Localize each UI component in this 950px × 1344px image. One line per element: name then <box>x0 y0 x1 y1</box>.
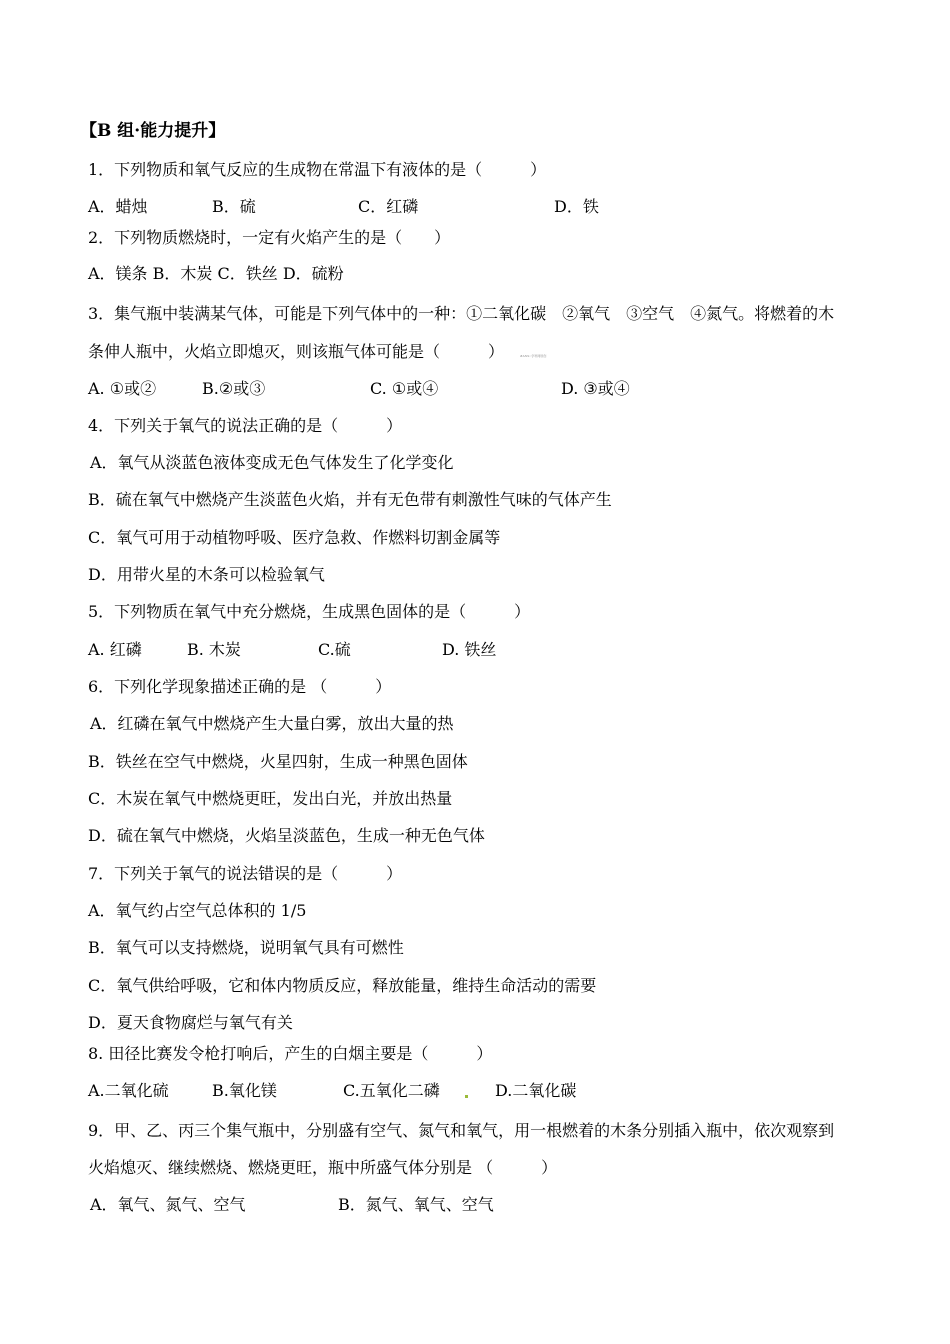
question-2-stem: 2．下列物质燃烧时，一定有火焰产生的是（ ） <box>88 228 451 247</box>
question-4-option-c: C．氧气可用于动植物呼吸、医疗急救、作燃料切割金属等 <box>88 528 501 547</box>
question-3-option-c: C. ①或④ <box>370 379 439 398</box>
question-3-stem-line-1: 3．集气瓶中装满某气体，可能是下列气体中的一种：①二氧化碳 ②氧气 ③空气 ④氮气。将燃着的木 <box>88 304 835 323</box>
watermark-text: #ANS::学科网原创 <box>520 354 547 358</box>
question-5-option-a: A. 红磷 <box>88 640 142 659</box>
question-3-option-d: D. ③或④ <box>561 379 630 398</box>
question-5-option-b: B. 木炭 <box>187 640 241 659</box>
question-3-option-a: A. ①或② <box>88 379 157 398</box>
question-7-option-c: C．氧气供给呼吸，它和体内物质反应，释放能量，维持生命活动的需要 <box>88 976 597 995</box>
question-5-option-d: D. 铁丝 <box>442 640 497 659</box>
question-4-option-a: A．氧气从淡蓝色液体变成无色气体发生了化学变化 <box>90 453 454 472</box>
question-6-option-b: B．铁丝在空气中燃烧，火星四射，生成一种黑色固体 <box>88 752 468 771</box>
decorative-dot <box>465 1095 468 1098</box>
question-6-option-c: C．木炭在氧气中燃烧更旺，发出白光，并放出热量 <box>88 789 453 808</box>
question-5-stem: 5．下列物质在氧气中充分燃烧，生成黑色固体的是（ ） <box>88 602 531 621</box>
question-1-option-a: A．蜡烛 <box>88 197 148 216</box>
question-3-stem-line-2: 条伸人瓶中，火焰立即熄灭，则该瓶气体可能是（ ） <box>88 342 505 361</box>
question-3-option-b: B.②或③ <box>202 379 266 398</box>
question-8-option-a: A.二氧化硫 <box>88 1081 169 1100</box>
question-7-option-a: A．氧气约占空气总体积的 1/5 <box>88 901 307 920</box>
question-7-stem: 7．下列关于氧气的说法错误的是（ ） <box>88 864 403 883</box>
question-9-stem-line-1: 9．甲、乙、丙三个集气瓶中，分别盛有空气、氮气和氧气，用一根燃着的木条分别插入瓶中，依次观察到 <box>88 1121 835 1140</box>
question-4-option-b: B．硫在氧气中燃烧产生淡蓝色火焰，并有无色带有刺激性气味的气体产生 <box>88 490 612 509</box>
question-5-option-c: C.硫 <box>318 640 351 659</box>
question-6-stem: 6．下列化学现象描述正确的是 （ ） <box>88 677 392 696</box>
question-1-option-b: B．硫 <box>212 197 256 216</box>
question-4-option-d: D．用带火星的木条可以检验氧气 <box>88 565 325 584</box>
question-6-option-a: A．红磷在氧气中燃烧产生大量白雾，放出大量的热 <box>90 714 454 733</box>
question-8-option-c: C.五氧化二磷 <box>343 1081 440 1100</box>
question-7-option-d: D．夏天食物腐烂与氧气有关 <box>88 1013 293 1032</box>
question-1-stem: 1．下列物质和氧气反应的生成物在常温下有液体的是（ ） <box>88 160 547 179</box>
question-9-option-a: A．氧气、氮气、空气 <box>90 1195 246 1214</box>
question-1-option-d: D．铁 <box>554 197 599 216</box>
question-9-stem-line-2: 火焰熄灭、继续燃烧、燃烧更旺，瓶中所盛气体分别是 （ ） <box>88 1158 558 1177</box>
question-8-option-d: D.二氧化碳 <box>495 1081 577 1100</box>
question-2-options: A．镁条 B．木炭 C．铁丝 D．硫粉 <box>88 264 344 283</box>
question-7-option-b: B．氧气可以支持燃烧，说明氧气具有可燃性 <box>88 938 404 957</box>
question-8-stem: 8. 田径比赛发令枪打响后，产生的白烟主要是（ ） <box>88 1044 493 1063</box>
section-heading: 【B 组·能力提升】 <box>80 121 226 141</box>
question-4-stem: 4．下列关于氧气的说法正确的是（ ） <box>88 416 403 435</box>
question-1-option-c: C．红磷 <box>358 197 419 216</box>
question-6-option-d: D．硫在氧气中燃烧，火焰呈淡蓝色，生成一种无色气体 <box>88 826 485 845</box>
question-8-option-b: B.氧化镁 <box>212 1081 277 1100</box>
question-9-option-b: B．氮气、氧气、空气 <box>338 1195 494 1214</box>
